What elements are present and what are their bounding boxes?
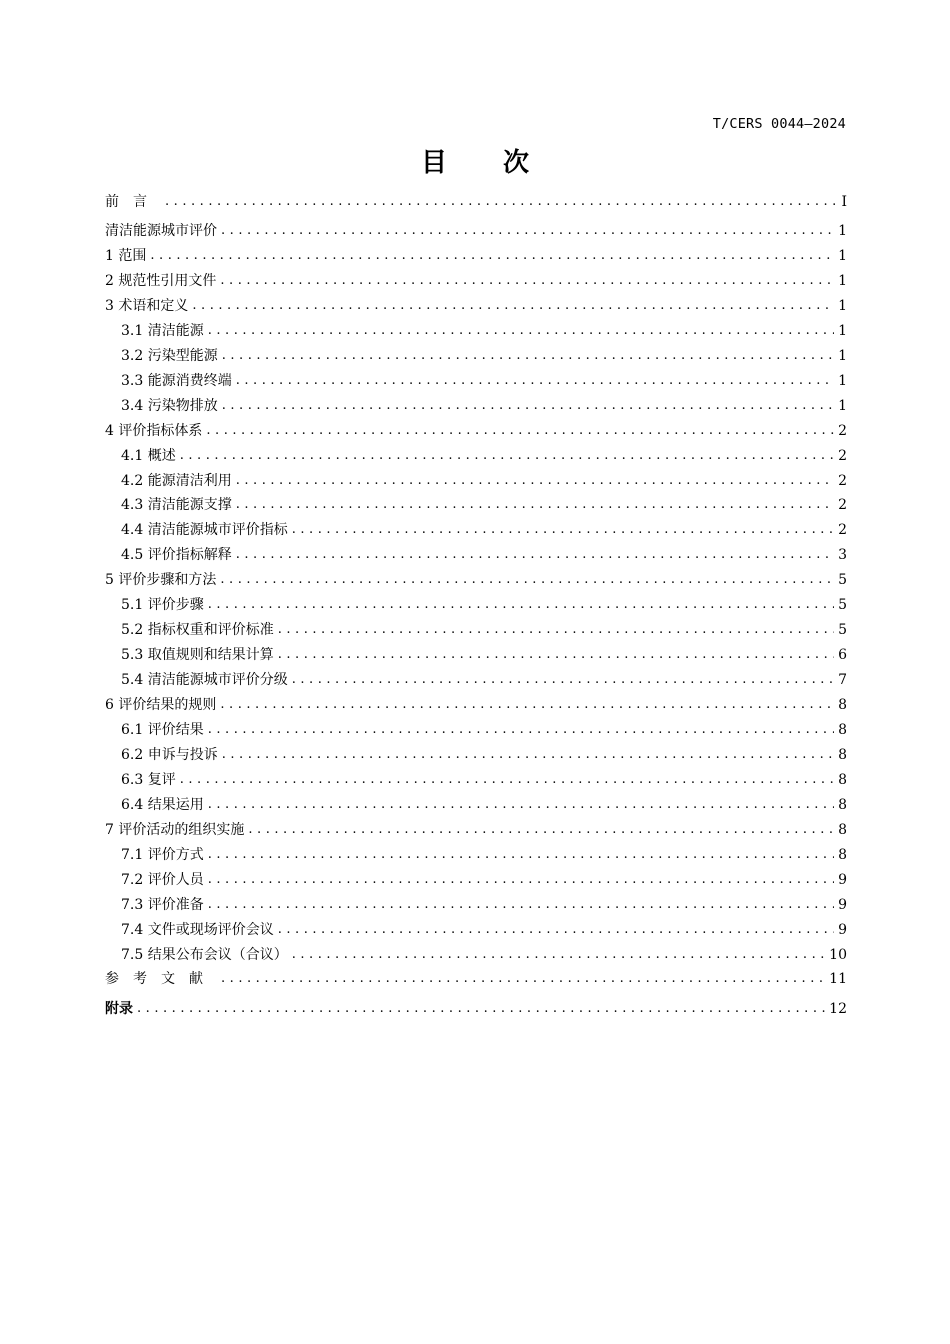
toc-entry-page: 2 — [838, 422, 847, 439]
toc-entry[interactable] — [105, 495, 847, 515]
toc-entry[interactable] — [105, 296, 847, 316]
toc-dot-leader — [208, 595, 834, 615]
toc-entry[interactable] — [105, 446, 847, 466]
toc-entry[interactable] — [105, 595, 847, 615]
toc-entry-label: 7.4 文件或现场评价会议 — [121, 921, 274, 938]
toc-title: 目次 — [420, 148, 585, 178]
toc-entry-label: 5.4 清洁能源城市评价分级 — [121, 672, 288, 689]
toc-entry[interactable] — [105, 670, 847, 690]
toc-dot-leader — [222, 346, 834, 366]
toc-entry[interactable] — [105, 620, 847, 640]
toc-dot-leader — [220, 271, 834, 291]
toc-entry[interactable] — [105, 745, 847, 765]
toc-entry[interactable] — [105, 396, 847, 416]
toc-entry-label: 附录 — [105, 1001, 133, 1017]
toc-entry-page: 12 — [829, 1001, 847, 1017]
toc-dot-leader — [236, 545, 834, 565]
toc-entry-page: 8 — [838, 821, 847, 838]
toc-entry-label: 4.4 清洁能源城市评价指标 — [121, 522, 288, 539]
toc-entry-page: 10 — [829, 946, 847, 963]
toc-entry[interactable] — [105, 471, 847, 491]
toc-entry-label: 4 评价指标体系 — [105, 422, 203, 439]
toc-entry[interactable] — [105, 221, 847, 241]
toc-dot-leader — [221, 969, 825, 989]
toc-entry-page: 1 — [838, 223, 847, 239]
toc-dot-leader — [222, 396, 834, 416]
toc-dot-leader — [208, 720, 834, 740]
toc-entry-page: 8 — [838, 796, 847, 813]
toc-entry-page: I — [841, 194, 847, 210]
toc-dot-leader — [278, 645, 834, 665]
toc-dot-leader — [137, 999, 825, 1019]
toc-dot-leader — [165, 192, 835, 212]
toc-entry-label: 4.1 概述 — [121, 447, 176, 464]
toc-entry[interactable] — [105, 695, 847, 715]
toc-entry[interactable] — [105, 969, 847, 989]
toc-entry[interactable] — [105, 795, 847, 815]
toc-dot-leader — [222, 745, 834, 765]
toc-entry-page: 1 — [838, 397, 847, 414]
toc-entry-label: 6 评价结果的规则 — [105, 697, 217, 714]
toc-dot-leader — [236, 495, 834, 515]
toc-entry-label: 前言 — [105, 194, 161, 210]
toc-dot-leader — [278, 620, 834, 640]
toc-entry-label: 2 规范性引用文件 — [105, 272, 217, 289]
toc-entry-label: 6.4 结果运用 — [121, 796, 204, 813]
toc-dot-leader — [292, 945, 825, 965]
toc-entry-page: 8 — [838, 771, 847, 788]
toc-entry-label: 1 范围 — [105, 247, 147, 264]
toc-dot-leader — [220, 570, 834, 590]
toc-entry[interactable] — [105, 192, 847, 212]
toc-dot-leader — [220, 695, 834, 715]
toc-entry-page: 7 — [838, 672, 847, 689]
toc-entry-label: 5.3 取值规则和结果计算 — [121, 647, 274, 664]
toc-entry-page: 11 — [829, 971, 847, 987]
toc-entry-page: 8 — [838, 846, 847, 863]
toc-entry[interactable] — [105, 246, 847, 266]
toc-entry-label: 7.1 评价方式 — [121, 846, 204, 863]
toc-entry-label: 4.2 能源清洁利用 — [121, 472, 232, 489]
toc-dot-leader — [208, 870, 834, 890]
toc-entry-page: 5 — [838, 622, 847, 639]
toc-dot-leader — [236, 471, 834, 491]
toc-entry-label: 7.5 结果公布会议（合议） — [121, 946, 288, 963]
toc-entry-label: 7.3 评价准备 — [121, 896, 204, 913]
toc-entry-label: 6.1 评价结果 — [121, 722, 204, 738]
toc-entry-label: 3.2 污染型能源 — [121, 347, 218, 364]
toc-entry-label: 3 术语和定义 — [105, 297, 189, 314]
toc-entry-label: 5.1 评价步骤 — [121, 597, 204, 614]
toc-dot-leader — [208, 795, 834, 815]
toc-dot-leader — [208, 895, 834, 915]
toc-entry-page: 6 — [838, 647, 847, 664]
toc-dot-leader — [292, 670, 834, 690]
toc-entry-label: 3.1 清洁能源 — [121, 322, 204, 339]
toc-entry-label: 4.5 评价指标解释 — [121, 547, 232, 564]
toc-entry[interactable] — [105, 770, 847, 790]
toc-entry-label: 6.2 申诉与投诉 — [121, 746, 218, 763]
toc-dot-leader — [292, 520, 834, 540]
toc-entry[interactable] — [105, 720, 847, 740]
toc-entry-page: 9 — [838, 871, 847, 888]
toc-entry[interactable] — [105, 321, 847, 341]
toc-entry-page: 1 — [838, 347, 847, 364]
toc-entry-page: 8 — [838, 746, 847, 763]
toc-entry-page: 1 — [838, 297, 847, 314]
toc-entry-page: 8 — [838, 697, 847, 714]
toc-entry[interactable] — [105, 845, 847, 865]
toc-entry[interactable] — [105, 945, 847, 965]
toc-dot-leader — [192, 296, 834, 316]
toc-entry[interactable] — [105, 645, 847, 665]
toc-entry[interactable] — [105, 346, 847, 366]
toc-entry-page: 1 — [838, 272, 847, 289]
toc-entry-label: 3.4 污染物排放 — [121, 397, 218, 414]
toc-entry-page: 2 — [838, 447, 847, 464]
toc-entry-page: 5 — [838, 597, 847, 614]
toc-entry[interactable] — [105, 999, 847, 1019]
toc-entry-label: 5 评价步骤和方法 — [105, 572, 217, 589]
toc-dot-leader — [221, 221, 834, 241]
document-code: T/CERS 0044—2024 — [712, 116, 846, 132]
toc-entry-page: 2 — [838, 522, 847, 539]
toc-entry-page: 2 — [838, 497, 847, 514]
toc-entry-page: 8 — [838, 722, 847, 738]
toc-entry-label: 7 评价活动的组织实施 — [105, 821, 245, 838]
toc-dot-leader — [236, 371, 834, 391]
toc-dot-leader — [208, 845, 834, 865]
toc-entry-label: 4.3 清洁能源支撑 — [121, 497, 232, 514]
toc-entry-label: 3.3 能源消费终端 — [121, 372, 232, 389]
toc-entry[interactable] — [105, 545, 847, 565]
toc-entry[interactable] — [105, 920, 847, 940]
toc-dot-leader — [248, 820, 834, 840]
toc-entry[interactable] — [105, 895, 847, 915]
toc-dot-leader — [206, 421, 834, 441]
toc-dot-leader — [180, 770, 834, 790]
toc-entry-page: 9 — [838, 921, 847, 938]
toc-entry[interactable] — [105, 271, 847, 291]
toc-entry-label: 参考文献 — [105, 971, 217, 987]
toc-dot-leader — [150, 246, 834, 266]
toc-entry[interactable] — [105, 421, 847, 441]
toc-dot-leader — [278, 920, 834, 940]
toc-entry-page: 1 — [838, 322, 847, 339]
toc-entry-page: 1 — [838, 372, 847, 389]
toc-entry-page: 5 — [838, 572, 847, 589]
toc-entry-label: 5.2 指标权重和评价标准 — [121, 622, 274, 639]
toc-entry[interactable] — [105, 570, 847, 590]
toc-entry[interactable] — [105, 870, 847, 890]
toc-entry-label: 6.3 复评 — [121, 771, 176, 788]
toc-entry-label: 清洁能源城市评价 — [105, 223, 217, 239]
toc-entry-page: 2 — [838, 472, 847, 489]
toc-dot-leader — [180, 446, 834, 466]
toc-entry[interactable] — [105, 371, 847, 391]
toc-entry-label: 7.2 评价人员 — [121, 871, 204, 888]
toc-entry-page: 3 — [838, 547, 847, 564]
toc-entry[interactable] — [105, 820, 847, 840]
toc-entry-page: 9 — [838, 896, 847, 913]
toc-entry[interactable] — [105, 520, 847, 540]
toc-entry-page: 1 — [838, 247, 847, 264]
toc-dot-leader — [208, 321, 834, 341]
